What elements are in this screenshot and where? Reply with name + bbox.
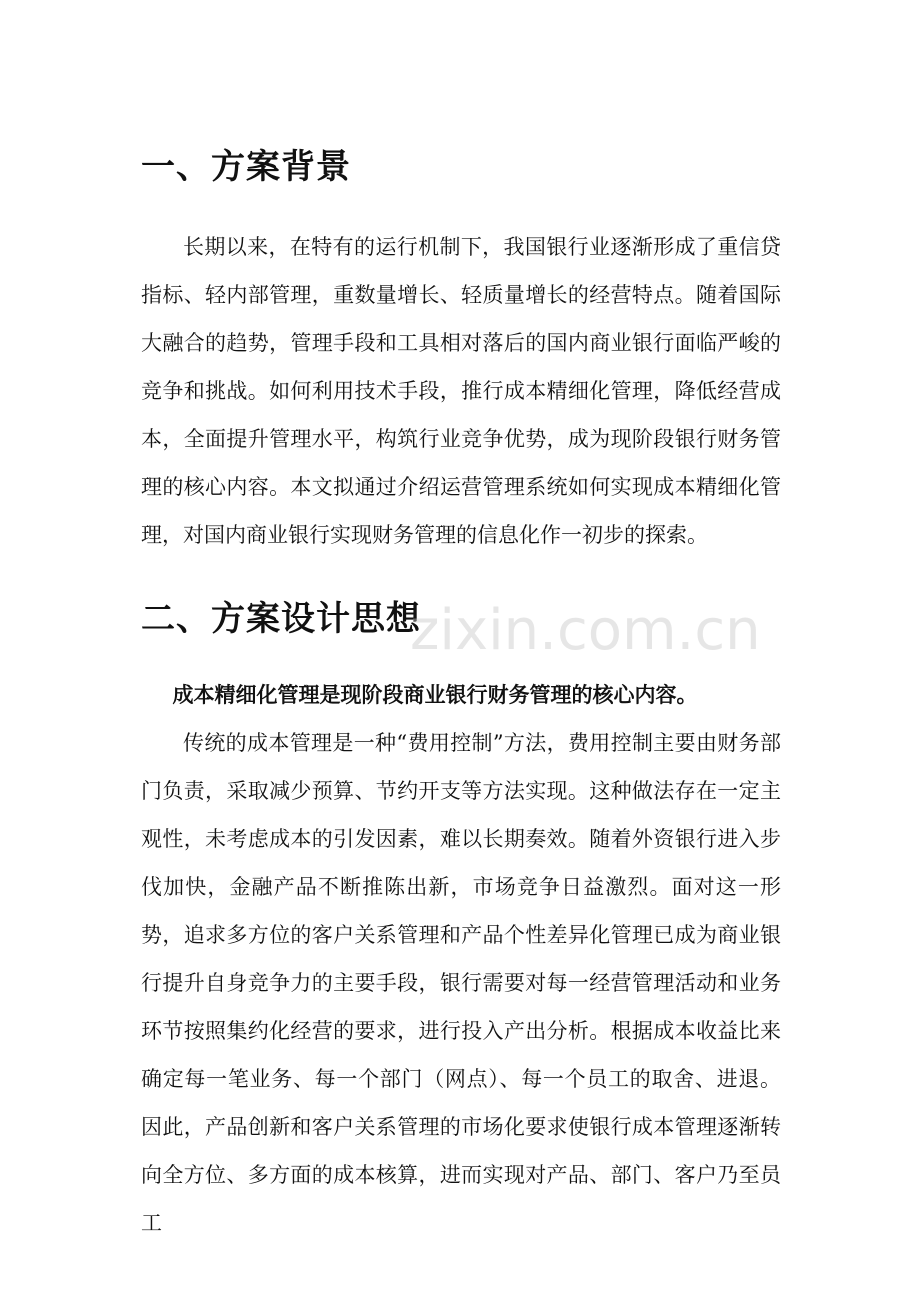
section-heading-background: 一、方案背景 (141, 147, 351, 187)
watermark-text: zixin.com.cn (410, 598, 761, 663)
design-subheading: 成本精细化管理是现阶段商业银行财务管理的核心内容。 (172, 682, 698, 707)
background-paragraph: 长期以来，在特有的运行机制下，我国银行业逐渐形成了重信贷指标、轻内部管理，重数量增长、轻质量增长的经营特点。随着国际大融合的趋势，管理手段和工具相对落后的国内商业银行面临严峻的竞争和挑战。如何利用技术手段，推行成本精细化管理，降低经营成本，全面提升管理水平，构筑行业竞争优势，成为现阶段银行财务管理的核心内容。本文拟通过介绍运营管理系统如何实现成本精细化管理，对国内商业银行实现财务管理的信息化作一初步的探索。 (141, 235, 781, 547)
design-paragraph: 传统的成本管理是一种“费用控制”方法，费用控制主要由财务部门负责，采取减少预算、节约开支等方法实现。这种做法存在一定主观性，未考虑成本的引发因素，难以长期奏效。随着外资银行进入步伐加快，金融产品不断推陈出新，市场竞争日益激烈。面对这一形势，追求多方位的客户关系管理和产品个性差异化管理已成为商业银行提升自身竞争力的主要手段，银行需要对每一经营管理活动和业务环节按照集约化经营的要求，进行投入产出分析。根据成本收益比来确定每一笔业务、每一个部门（网点）、每一个员工的取舍、进退。因此，产品创新和客户关系管理的市场化要求使银行成本管理逐渐转向全方位、多方面的成本核算，进而实现对产品、部门、客户乃至员工 (141, 731, 781, 1235)
section-heading-design-idea: 二、方案设计思想 (141, 599, 421, 639)
